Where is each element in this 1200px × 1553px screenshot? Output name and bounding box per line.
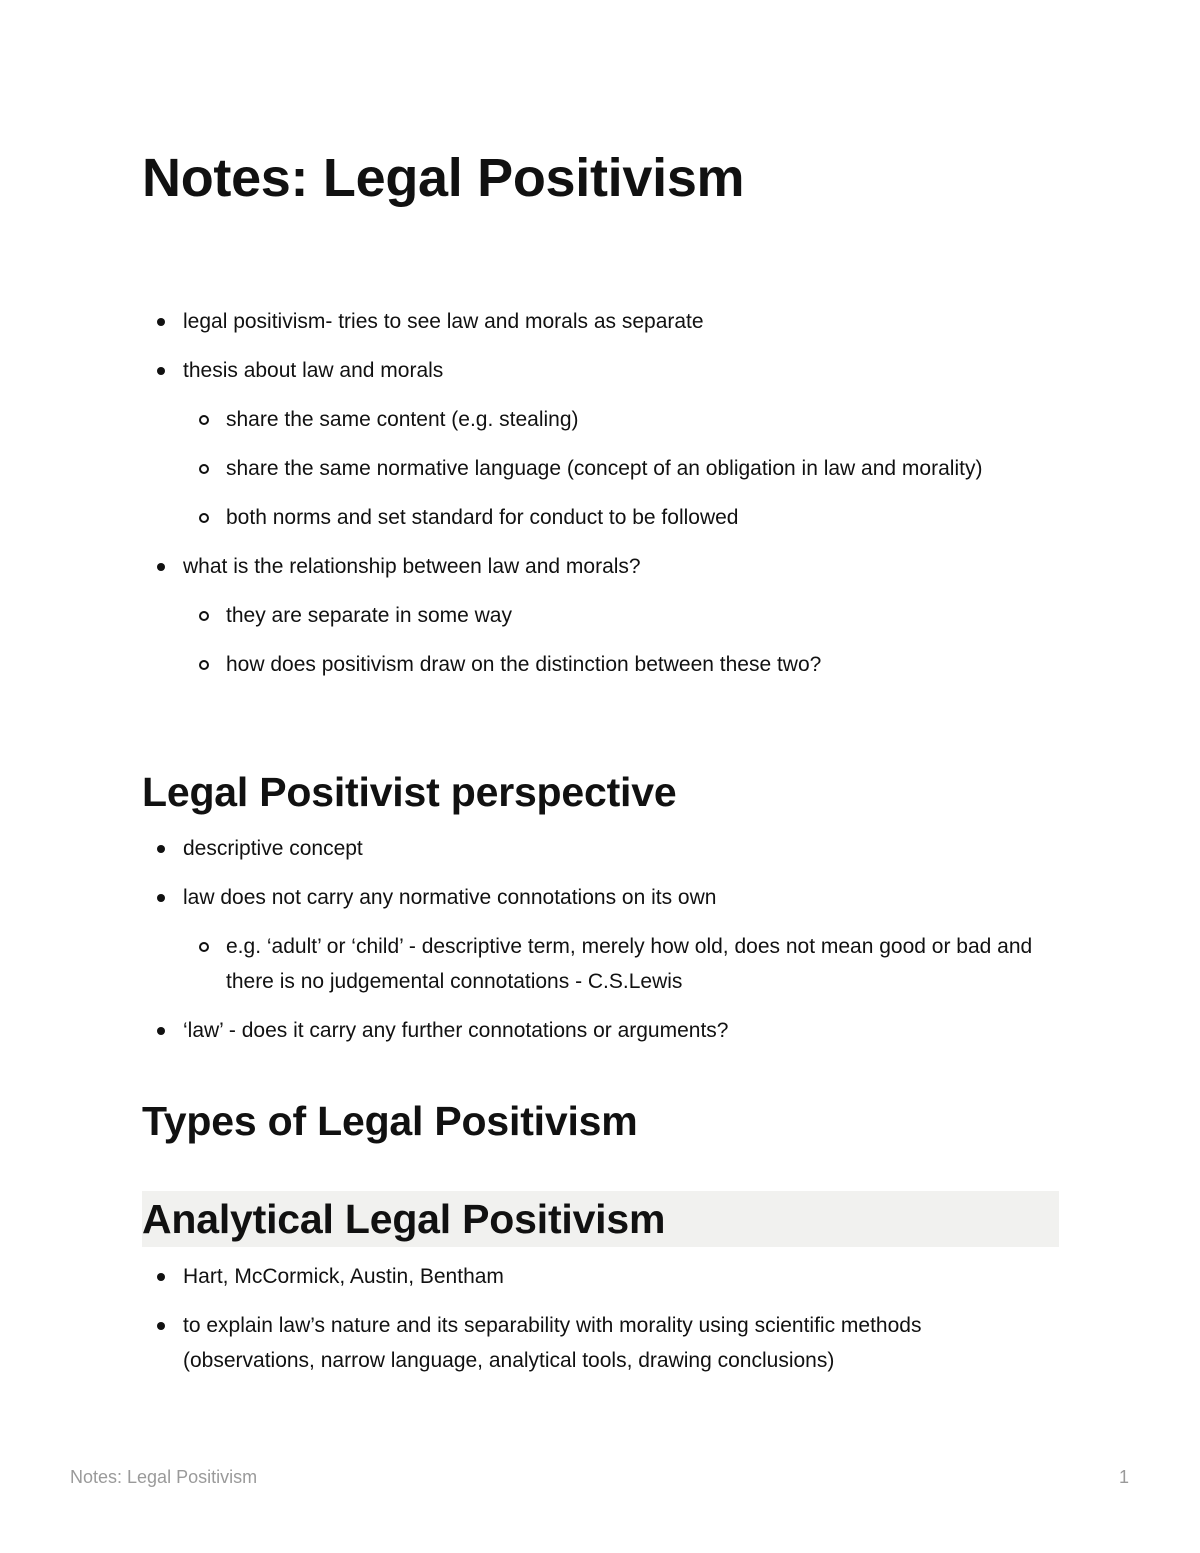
- list-item: [142, 880, 1042, 915]
- list-item: [142, 1308, 1042, 1378]
- hollow-bullet-icon: [199, 942, 209, 952]
- notes-list-analytical: [142, 1259, 1042, 1392]
- list-item-text: legal positivism- tries to see law and morals as separate: [183, 310, 704, 333]
- section-heading-analytical-legal-positivism: Analytical Legal Positivism: [142, 1191, 1059, 1247]
- bullet-icon: [157, 318, 165, 326]
- notes-list-perspective: [142, 831, 1042, 1062]
- bullet-icon: [157, 1322, 165, 1330]
- list-item-text: thesis about law and morals: [183, 359, 444, 382]
- list-item: [142, 1013, 1042, 1048]
- bullet-icon: [157, 894, 165, 902]
- hollow-bullet-icon: [199, 415, 209, 425]
- list-item-text: law does not carry any normative connotations on its own: [183, 886, 717, 909]
- list-item: [142, 647, 1042, 682]
- list-item: [142, 598, 1042, 633]
- bullet-icon: [157, 845, 165, 853]
- list-item: [142, 929, 1042, 999]
- hollow-bullet-icon: [199, 464, 209, 474]
- footer-title: Notes: Legal Positivism: [70, 1467, 258, 1487]
- list-item: [142, 304, 1042, 339]
- list-item: [142, 500, 1042, 535]
- page-number: 1: [1118, 1467, 1129, 1487]
- list-item-text: share the same content (e.g. stealing): [226, 408, 579, 431]
- list-item: [142, 1259, 1042, 1294]
- bullet-icon: [157, 1273, 165, 1281]
- list-item-text: ‘law’ - does it carry any further connotations or arguments?: [183, 1019, 729, 1042]
- list-item-text: to explain law’s nature and its separability with morality using scientific methods (observations, narrow language, analytical tools, drawing conclusions): [183, 1314, 922, 1372]
- list-item-text: descriptive concept: [183, 837, 363, 860]
- list-item-text: they are separate in some way: [226, 604, 512, 627]
- bullet-icon: [157, 1027, 165, 1035]
- list-item-text: Hart, McCormick, Austin, Bentham: [183, 1265, 504, 1288]
- hollow-bullet-icon: [199, 611, 209, 621]
- list-item-text: both norms and set standard for conduct to be followed: [226, 506, 739, 529]
- page-title: Notes: Legal Positivism: [142, 148, 745, 208]
- list-item: [142, 451, 1042, 486]
- section-heading-legal-positivist-perspective: Legal Positivist perspective: [142, 769, 677, 815]
- hollow-bullet-icon: [199, 660, 209, 670]
- notes-list-intro: [142, 304, 1042, 696]
- list-item-text: what is the relationship between law and morals?: [183, 555, 641, 578]
- list-item: [142, 549, 1042, 584]
- list-item-text: share the same normative language (concept of an obligation in law and morality): [226, 457, 983, 480]
- list-item: [142, 402, 1042, 437]
- list-item: [142, 831, 1042, 866]
- bullet-icon: [157, 563, 165, 571]
- hollow-bullet-icon: [199, 513, 209, 523]
- section-heading-types-of-legal-positivism: Types of Legal Positivism: [142, 1098, 638, 1144]
- list-item-text: e.g. ‘adult’ or ‘child’ - descriptive term, merely how old, does not mean good or bad and there is no judgemental connotations - C.S.Lewis: [226, 935, 1033, 993]
- list-item-text: how does positivism draw on the distinction between these two?: [226, 653, 822, 676]
- list-item: [142, 353, 1042, 388]
- bullet-icon: [157, 367, 165, 375]
